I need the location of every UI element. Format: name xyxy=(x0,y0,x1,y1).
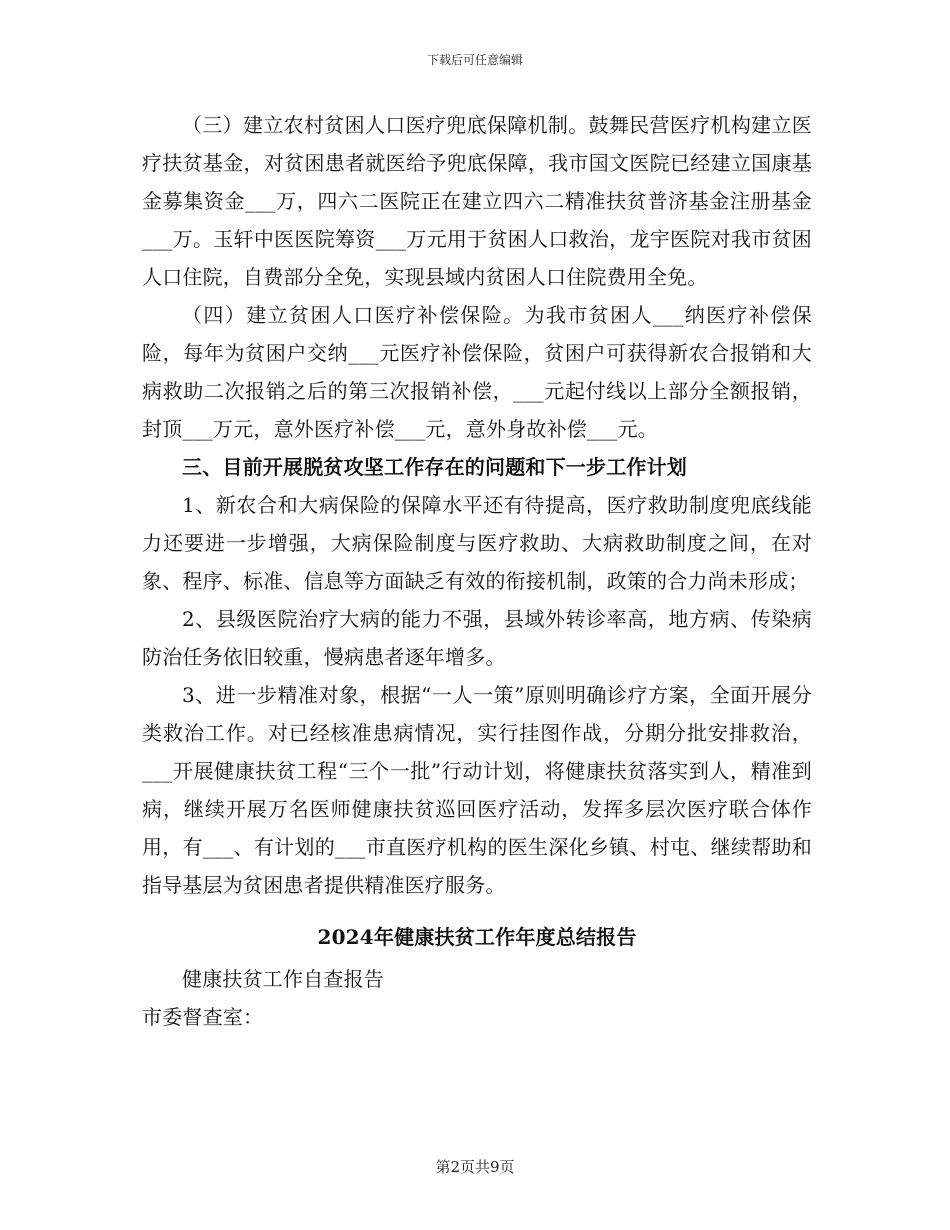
document-subtitle: 健康扶贫工作自查报告 xyxy=(182,967,384,991)
paragraph-medical-insurance: （四）建立贫困人口医疗补偿保险。为我市贫困人___纳医疗补偿保险，每年为贫困户交纳___元医疗补偿保险，贫困户可获得新农合报销和大病救助二次报销之后的第三次报销补偿，___元起付线以上部分全额报销，封顶___万元，意外医疗补偿___元，意外身故补偿___元。 xyxy=(142,303,812,441)
page-header-note: 下载后可任意编辑 xyxy=(426,53,523,67)
paragraph-rural-safety-net: （三）建立农村贫困人口医疗兜底保障机制。鼓舞民营医疗机构建立医疗扶贫基金，对贫困患者就医给予兜底保障，我市国文医院已经建立国康基金募集资金___万，四六二医院正在建立四六二精准扶贫普济基金注册基金___万。玉轩中医医院筹资___万元用于贫困人口救治，龙宇医院对我市贫困人口住院，自费部分全免，实现县域内贫困人口住院费用全免。 xyxy=(142,113,812,289)
salutation: 市委督查室： xyxy=(142,1005,264,1029)
list-item-problem-1: 1、新农合和大病保险的保障水平还有待提高，医疗救助制度兜底线能力还要进一步增强，大病保险制度与医疗救助、大病救助制度之间，在对象、程序、标准、信息等方面缺乏有效的衔接机制，政策的合力尚未形成； xyxy=(142,493,812,593)
list-item-problem-2: 2、县级医院治疗大病的能力不强，县域外转诊率高，地方病、传染病防治任务依旧较重，慢病患者逐年增多。 xyxy=(142,607,812,669)
section-heading-problems-plan: 三、目前开展脱贫攻坚工作存在的问题和下一步工作计划 xyxy=(182,455,687,479)
document-body xyxy=(142,106,812,1036)
list-item-plan-3: 3、进一步精准对象，根据“一人一策”原则明确诊疗方案，全面开展分类救治工作。对已经核准患病情况，实行挂图作战，分期分批安排救治，___开展健康扶贫工程“三个一批”行动计划，将健康扶贫落实到人，精准到病，继续开展万名医师健康扶贫巡回医疗活动，发挥多层次医疗联合体作用，有___、有计划的___市直医疗机构的医生深化乡镇、村屯、继续帮助和指导基层为贫困患者提供精准医疗服务。 xyxy=(142,683,812,897)
page-number: 第2页共9页 xyxy=(435,1158,515,1176)
document-title: 2024年健康扶贫工作年度总结报告 xyxy=(317,925,637,949)
